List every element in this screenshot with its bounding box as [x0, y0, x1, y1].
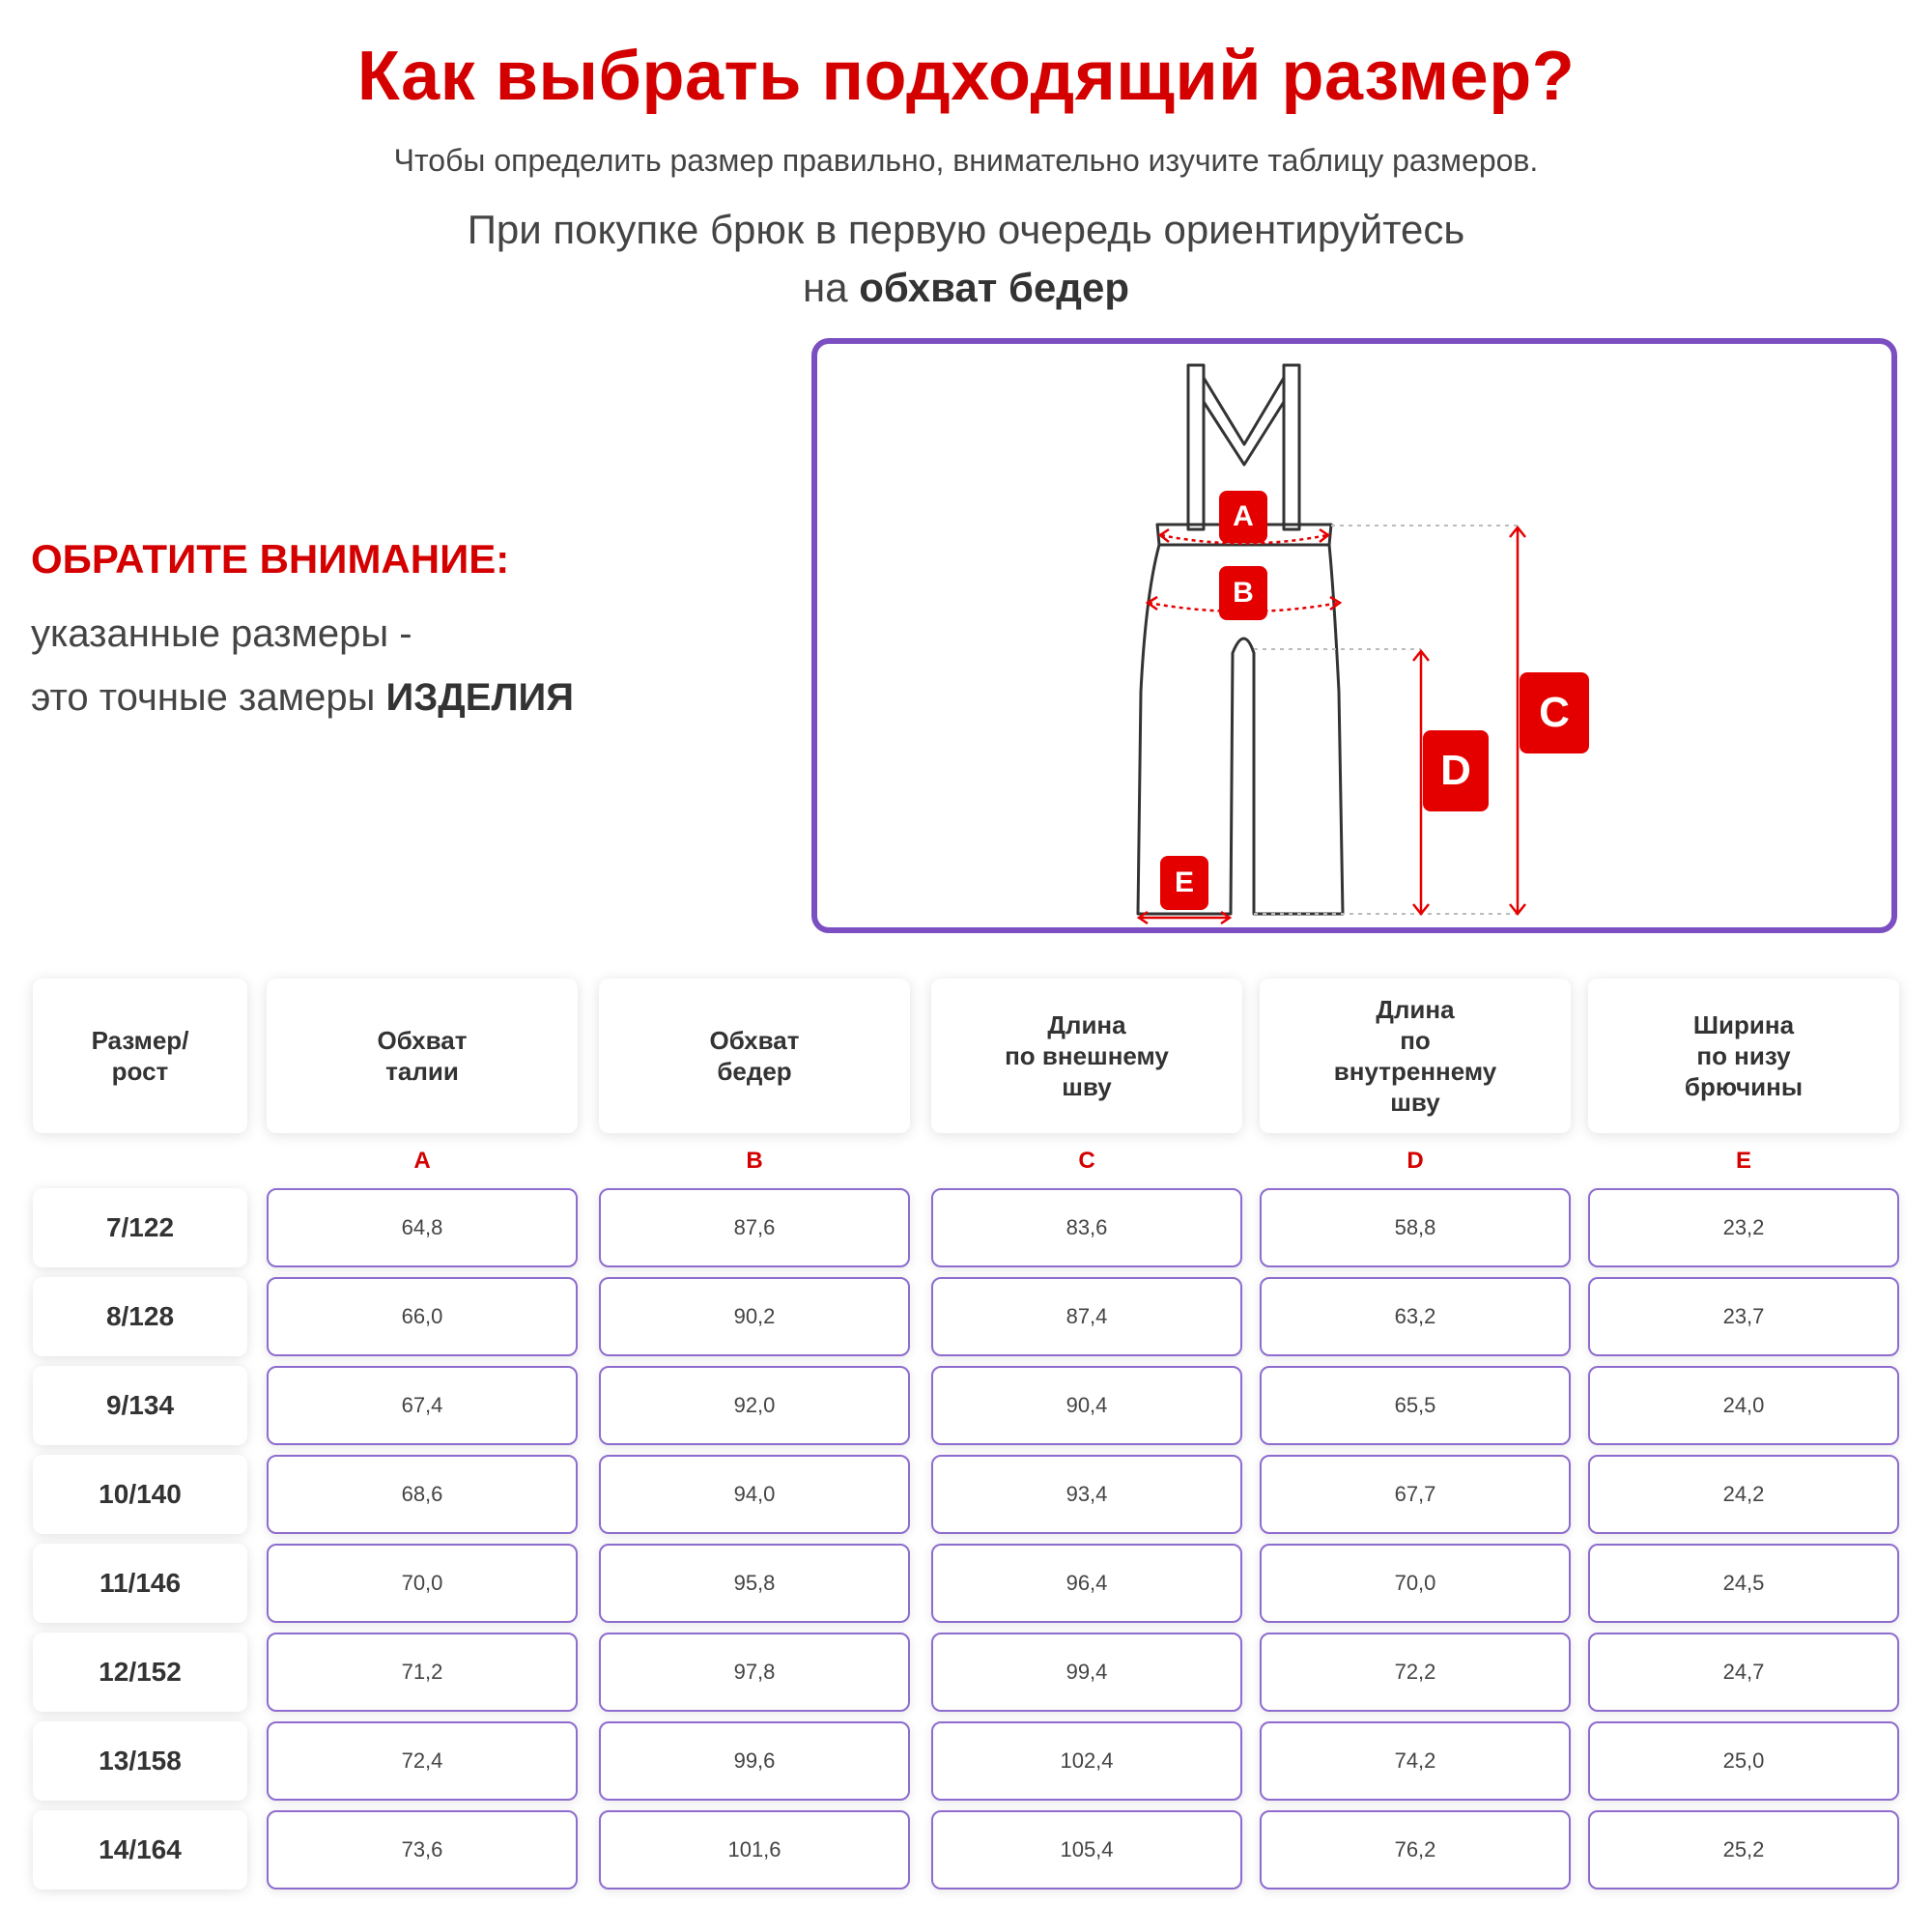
- pants-drawing: [817, 344, 1891, 927]
- note-line2-prefix: это точные замеры: [31, 676, 376, 719]
- size-column-header: Размер/ рост: [33, 979, 247, 1133]
- value-cell: 24,7: [1588, 1633, 1899, 1712]
- value-cell: 70,0: [267, 1544, 578, 1623]
- hint-line2: [0, 259, 1932, 317]
- hint-bold: обхват бедер: [859, 265, 1129, 310]
- value-cell: 76,2: [1260, 1810, 1571, 1889]
- value-cell: 64,8: [267, 1188, 578, 1267]
- value-cell: 94,0: [599, 1455, 910, 1534]
- value-cell: 105,4: [931, 1810, 1242, 1889]
- size-cell: 11/146: [33, 1544, 247, 1623]
- value-cell: 65,5: [1260, 1366, 1571, 1445]
- note-line1: указанные размеры -: [31, 612, 412, 655]
- value-cell: 72,4: [267, 1721, 578, 1801]
- column-header: Обхват талии: [267, 979, 578, 1133]
- column-header: Обхват бедер: [599, 979, 910, 1133]
- value-cell: 97,8: [599, 1633, 910, 1712]
- value-cell: 87,6: [599, 1188, 910, 1267]
- value-cell: 74,2: [1260, 1721, 1571, 1801]
- hint-line1: При покупке брюк в первую очередь ориентируйтесь: [467, 207, 1465, 252]
- value-cell: 70,0: [1260, 1544, 1571, 1623]
- attention-note: [31, 536, 765, 729]
- note-line2: [31, 666, 765, 729]
- column-letter: C: [1078, 1148, 1095, 1174]
- column-letter: D: [1406, 1148, 1424, 1174]
- label-c: C: [1520, 672, 1589, 753]
- size-cell: 14/164: [33, 1810, 247, 1889]
- value-cell: 90,2: [599, 1277, 910, 1356]
- label-a: A: [1219, 491, 1267, 543]
- value-cell: 58,8: [1260, 1188, 1571, 1267]
- value-cell: 102,4: [931, 1721, 1242, 1801]
- value-cell: 101,6: [599, 1810, 910, 1889]
- value-cell: 68,6: [267, 1455, 578, 1534]
- value-cell: 71,2: [267, 1633, 578, 1712]
- value-cell: 24,2: [1588, 1455, 1899, 1534]
- value-cell: 66,0: [267, 1277, 578, 1356]
- strap-cross: [1204, 378, 1284, 465]
- hint-text: [0, 201, 1932, 317]
- value-cell: 93,4: [931, 1455, 1242, 1534]
- page-title: Как выбрать подходящий размер?: [356, 38, 1576, 115]
- value-cell: 67,4: [267, 1366, 578, 1445]
- column-header: Длина по внешнему шву: [931, 979, 1242, 1133]
- size-cell: 12/152: [33, 1633, 247, 1712]
- column-letter: E: [1735, 1148, 1751, 1174]
- column-letter: A: [413, 1148, 431, 1174]
- value-cell: 95,8: [599, 1544, 910, 1623]
- note-line2-bold: ИЗДЕЛИЯ: [385, 676, 575, 719]
- pants-diagram: [811, 338, 1897, 933]
- value-cell: 99,4: [931, 1633, 1242, 1712]
- size-cell: 13/158: [33, 1721, 247, 1801]
- column-header: Длина по внутреннему шву: [1260, 979, 1571, 1133]
- size-cell: 8/128: [33, 1277, 247, 1356]
- value-cell: 96,4: [931, 1544, 1242, 1623]
- left-strap: [1188, 365, 1204, 529]
- value-cell: 25,0: [1588, 1721, 1899, 1801]
- value-cell: 99,6: [599, 1721, 910, 1801]
- column-header: Ширина по низу брючины: [1588, 979, 1899, 1133]
- hint-prefix: на: [803, 265, 848, 310]
- note-title: ОБРАТИТЕ ВНИМАНИЕ:: [31, 536, 510, 582]
- value-cell: 24,0: [1588, 1366, 1899, 1445]
- value-cell: 23,2: [1588, 1188, 1899, 1267]
- size-cell: 9/134: [33, 1366, 247, 1445]
- value-cell: 67,7: [1260, 1455, 1571, 1534]
- value-cell: 72,2: [1260, 1633, 1571, 1712]
- subtitle: Чтобы определить размер правильно, внимательно изучите таблицу размеров.: [393, 143, 1539, 178]
- value-cell: 25,2: [1588, 1810, 1899, 1889]
- value-cell: 63,2: [1260, 1277, 1571, 1356]
- label-e: E: [1160, 856, 1208, 910]
- value-cell: 83,6: [931, 1188, 1242, 1267]
- size-cell: 7/122: [33, 1188, 247, 1267]
- label-d: D: [1423, 730, 1489, 811]
- value-cell: 73,6: [267, 1810, 578, 1889]
- value-cell: 90,4: [931, 1366, 1242, 1445]
- value-cell: 24,5: [1588, 1544, 1899, 1623]
- value-cell: 87,4: [931, 1277, 1242, 1356]
- column-letter: B: [746, 1148, 763, 1174]
- value-cell: 92,0: [599, 1366, 910, 1445]
- size-cell: 10/140: [33, 1455, 247, 1534]
- right-strap: [1284, 365, 1299, 529]
- value-cell: 23,7: [1588, 1277, 1899, 1356]
- label-b: B: [1219, 566, 1267, 620]
